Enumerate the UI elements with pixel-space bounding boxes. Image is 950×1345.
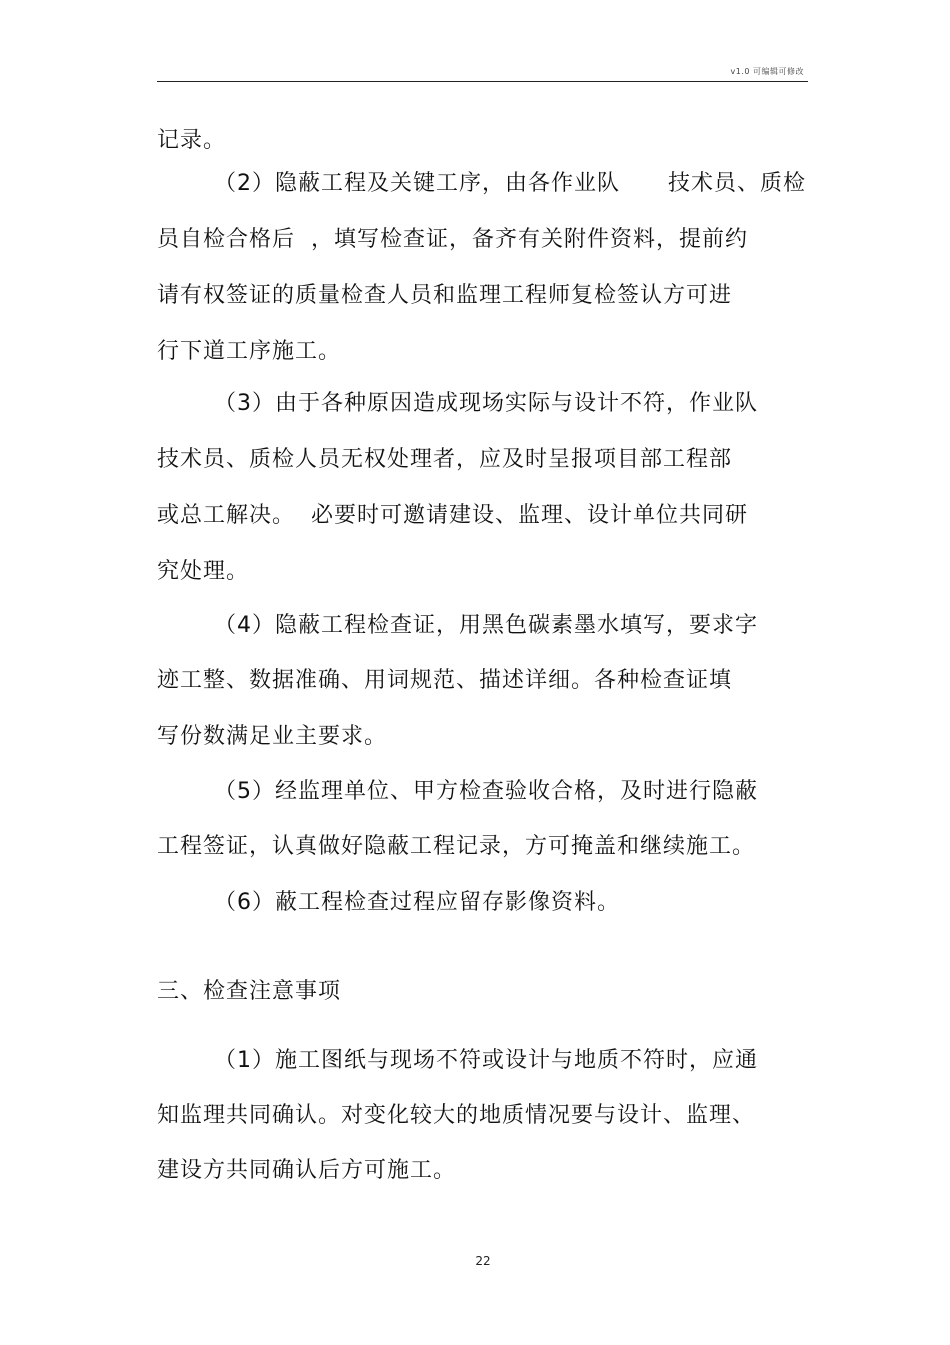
header-note: v1.0 可编辑可修改 (730, 67, 804, 76)
body-line: 员自检合格后 ，填写检查证，备齐有关附件资料，提前约 (157, 227, 748, 252)
body-line: 建设方共同确认后方可施工。 (157, 1158, 457, 1183)
body-line: 工程签证，认真做好隐蔽工程记录，方可掩盖和继续施工。 (157, 834, 756, 859)
body-line: 迹工整、数据准确、用词规范、描述详细。各种检查证填 (157, 668, 733, 693)
body-line: 究处理。 (157, 559, 250, 584)
page-number: 22 (475, 1254, 491, 1268)
body-line: 或总工解决。 必要时可邀请建设、监理、设计单位共同研 (157, 503, 748, 528)
body-line: 技术员、质检人员无权处理者，应及时呈报项目部工程部 (157, 447, 733, 472)
body-line: 写份数满足业主要求。 (157, 724, 388, 749)
body-line: 记录。 (157, 128, 227, 153)
header-rule (157, 81, 808, 82)
body-line: 知监理共同确认。对变化较大的地质情况要与设计、监理、 (157, 1103, 756, 1128)
body-line: （3）由于各种原因造成现场实际与设计不符，作业队 (214, 391, 758, 416)
body-line: （4）隐蔽工程检查证，用黑色碳素墨水填写，要求字 (214, 613, 758, 638)
section-heading: 三、检查注意事项 (157, 979, 342, 1004)
body-line: （5）经监理单位、甲方检查验收合格，及时进行隐蔽 (214, 779, 758, 804)
body-line: 请有权签证的质量检查人员和监理工程师复检签认方可进 (157, 283, 733, 308)
body-line: （6）蔽工程检查过程应留存影像资料。 (214, 890, 620, 915)
body-line: 行下道工序施工。 (157, 339, 342, 364)
body-line: （1）施工图纸与现场不符或设计与地质不符时，应通 (214, 1048, 758, 1073)
body-line: （2）隐蔽工程及关键工序，由各作业队 技术员、质检 (214, 171, 806, 196)
